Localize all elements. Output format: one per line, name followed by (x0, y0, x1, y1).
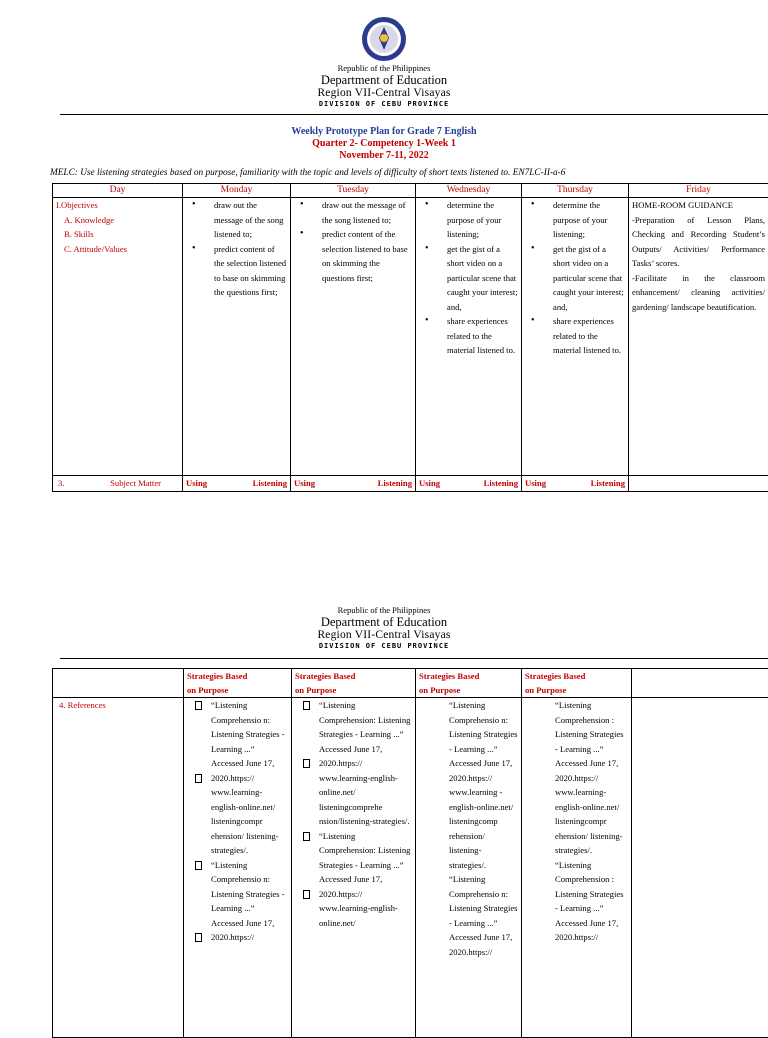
plan-title-block (0, 126, 768, 162)
objectives-cell (53, 198, 183, 476)
list-item: “Listening Comprehension : Listening Strategies - Learning ...” Accessed June 17, (555, 858, 628, 931)
header-wednesday: Wednesday (416, 184, 522, 198)
subject-word: Using (525, 476, 546, 491)
wednesday-objectives (416, 198, 522, 476)
header-divider (60, 658, 768, 659)
list-item: • determine the purpose of your listening; (553, 198, 625, 242)
list-item: “Listening Comprehension: Listening Strategies - Learning ...” Accessed June 17, (319, 698, 412, 756)
plan-quarter: Quarter 2- Competency 1-Week 1 (0, 138, 768, 150)
list-item: • get the gist of a short video on a particular scene that caught your interest; and, (553, 242, 625, 315)
strategies-line: on Purpose (295, 683, 412, 697)
division-line: DIVISION OF CEBU PROVINCE (0, 100, 768, 109)
strategies-line: Strategies Based (419, 669, 518, 683)
subject-matter-label-cell (53, 476, 183, 492)
friday-facilitate: -Facilitate in the classroom enhancement/ cleaning activities/ gardening/ landscape beautification. (632, 271, 765, 315)
thursday-objectives (522, 198, 629, 476)
list-item: • draw out the message of the song listened to; (322, 198, 412, 227)
strategies-thursday (522, 669, 632, 698)
references-label: 4. References (56, 698, 180, 713)
list-item: • draw out the message of the song listened to; (214, 198, 287, 242)
references-label-cell (53, 698, 184, 1038)
strategies-tuesday (292, 669, 416, 698)
list-item: “Listening Comprehension: Listening Strategies - Learning ...” Accessed June 17, (319, 829, 412, 887)
table-header-row (53, 184, 768, 198)
list-item: • get the gist of a short video on a particular scene that caught your interest; and, (447, 242, 518, 315)
plan-title: Weekly Prototype Plan for Grade 7 English (0, 126, 768, 138)
department-line: Department of Education (0, 73, 768, 87)
objective-skills: B. Skills (56, 227, 179, 242)
list-item: • share experiences related to the material listened to. (553, 314, 625, 358)
weekly-plan-table (52, 183, 768, 492)
list-item: • predict content of the selection listened to base on skimming the questions first; (214, 242, 287, 300)
header-thursday: Thursday (522, 184, 629, 198)
list-item: • predict content of the selection listened to base on skimming the questions first; (322, 227, 412, 285)
strategies-monday (184, 669, 292, 698)
division-line: DIVISION OF CEBU PROVINCE (0, 642, 768, 651)
header-monday: Monday (183, 184, 291, 198)
subject-word: Using (186, 476, 207, 491)
friday-objectives (629, 198, 768, 476)
subject-word: Using (294, 476, 315, 491)
references-monday (184, 698, 292, 1038)
list-item: 2020.https:// www.learning-english-online.net/ listeningcomprehe nsion/listening-strategies/. (319, 756, 412, 829)
subject-word: Listening (378, 476, 412, 491)
republic-line: Republic of the Philippines (0, 63, 768, 73)
objectives-row (53, 198, 768, 476)
list-item: “Listening Comprehensio n: Listening Strategies - Learning ...” Accessed June 17, (211, 698, 288, 771)
strategies-line: Strategies Based (295, 669, 412, 683)
page1-header (0, 63, 768, 109)
melc-statement: MELC: Use listening strategies based on purpose, familiarity with the topic and levels of difficulty of short texts listened to. EN7LC-II-a-6 (50, 168, 565, 178)
subject-word: Listening (591, 476, 625, 491)
subject-word: Listening (253, 476, 287, 491)
strategies-friday (632, 669, 768, 698)
header-tuesday: Tuesday (291, 184, 416, 198)
friday-preparation: -Preparation of Lesson Plans, Checking and Recording Student’s Outputs/ Activities/ Performance Tasks’ scores. (632, 213, 765, 271)
strategies-line: Strategies Based (187, 669, 288, 683)
department-line: Department of Education (0, 615, 768, 629)
plan-dates: November 7-11, 2022 (0, 150, 768, 162)
strategies-line: on Purpose (187, 683, 288, 697)
subject-matter-row (53, 476, 768, 492)
list-item: “Listening Comprehensio n: Listening Strategies - Learning ...” Accessed June 17, (449, 872, 518, 945)
page2-header (0, 605, 768, 651)
list-item: 2020.https:// (555, 930, 628, 945)
header-friday: Friday (629, 184, 768, 198)
deped-seal-icon (361, 16, 407, 62)
subject-tuesday (291, 476, 416, 492)
strategies-wednesday (416, 669, 522, 698)
strategies-label-cell (53, 669, 184, 698)
republic-line: Republic of the Philippines (0, 605, 768, 615)
region-line: Region VII-Central Visayas (0, 629, 768, 642)
references-wednesday (416, 698, 522, 1038)
strategies-line: on Purpose (525, 683, 628, 697)
references-thursday (522, 698, 632, 1038)
subject-thursday (522, 476, 629, 492)
references-row (53, 698, 768, 1038)
strategies-row (53, 669, 768, 698)
subject-word: Listening (484, 476, 518, 491)
list-item: “Listening Comprehension : Listening Strategies - Learning ...” Accessed June 17, (555, 698, 628, 771)
strategies-line: Strategies Based (525, 669, 628, 683)
objective-attitude: C. Attitude/Values (56, 242, 179, 257)
subject-monday (183, 476, 291, 492)
list-item: 2020.https:// www.learning-english-online.net/ listeningcompr ehension/ listening-strategies/. (211, 771, 288, 858)
list-item: • share experiences related to the material listened to. (447, 314, 518, 358)
references-friday (632, 698, 768, 1038)
friday-homeroom: HOME-ROOM GUIDANCE (632, 198, 765, 213)
header-day: Day (53, 184, 183, 198)
references-table (52, 668, 768, 1038)
list-item: 2020.https:// www.learning-english-online.net/ (319, 887, 412, 931)
references-tuesday (292, 698, 416, 1038)
strategies-line: on Purpose (419, 683, 518, 697)
region-line: Region VII-Central Visayas (0, 87, 768, 100)
objectives-label: I.Objectives (56, 200, 98, 210)
subject-matter-label: Subject Matter (110, 476, 161, 491)
list-item: “Listening Comprehensio n: Listening Strategies - Learning ...” Accessed June 17, (211, 858, 288, 931)
list-item: 2020.https:// (211, 930, 288, 945)
subject-matter-number: 3. (58, 476, 64, 491)
list-item: • determine the purpose of your listening; (447, 198, 518, 242)
tuesday-objectives (291, 198, 416, 476)
header-divider (60, 114, 768, 115)
list-item: 2020.https:// www.learning -english-online.net/ listeningcomp rehension/ listening-strategies/. (449, 771, 518, 873)
objective-knowledge: A. Knowledge (56, 213, 179, 228)
subject-wednesday (416, 476, 522, 492)
list-item: 2020.https:// (449, 945, 518, 960)
subject-friday (629, 476, 768, 492)
list-item: 2020.https:// www.learning-english-online.net/ listeningcompr ehension/ listening-strategies/. (555, 771, 628, 858)
subject-word: Using (419, 476, 440, 491)
list-item: “Listening Comprehensio n: Listening Strategies - Learning ...” Accessed June 17, (449, 698, 518, 771)
monday-objectives (183, 198, 291, 476)
